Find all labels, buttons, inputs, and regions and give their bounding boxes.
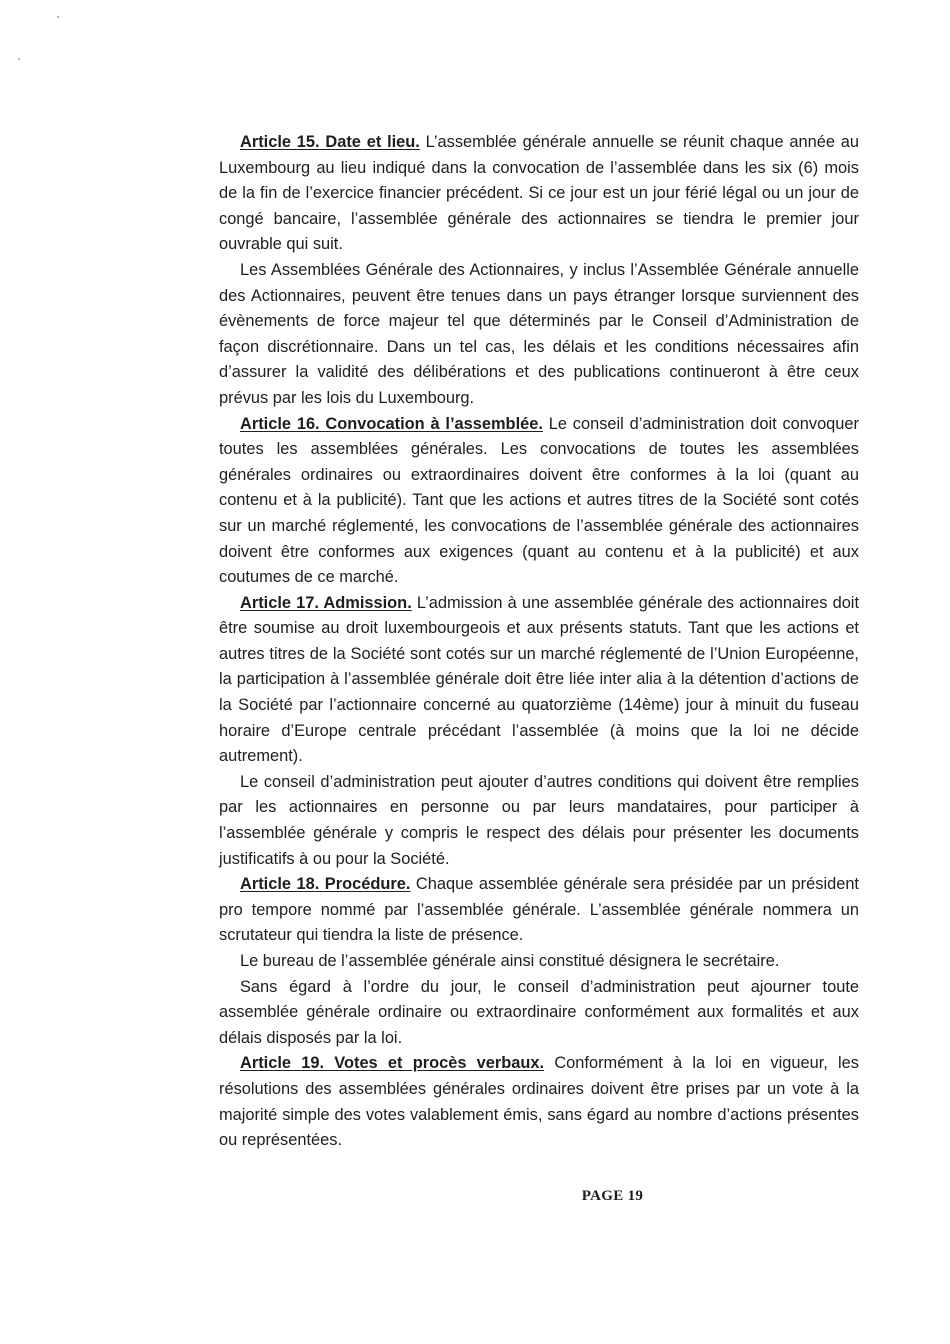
paragraph-article-17 <box>219 591 859 770</box>
paragraph-article-15 <box>219 130 859 258</box>
scan-speck <box>57 16 59 18</box>
article-15-heading: Article 15. Date et lieu. <box>240 133 420 151</box>
paragraph-article-18 <box>219 872 859 949</box>
document-body <box>219 130 859 1154</box>
paragraph-bureau <box>219 949 859 975</box>
additional-conditions-text: Le conseil d’administration peut ajouter d’autres conditions qui doivent être remplies par les actionnaires en personne ou par leurs mandataires, pour participer à l’assemblée générale y compris le respect des délais pour présenter les documents justificatifs à ou pour la Société. <box>219 772 859 868</box>
force-majeure-text: Les Assemblées Générale des Actionnaires, y inclus l’Assemblée Générale annuelle des Actionnaires, peuvent être tenues dans un pays étranger lorsque surviennent des évènements de force majeur tel que déterminés par le Conseil d’Administration de façon discrétionnaire. Dans un tel cas, les délais et les conditions nécessaires afin d’assurer la validité des délibérations et des publications continueront à être ceux prévus par les lois du Luxembourg. <box>219 260 859 407</box>
article-19-text: Conformément à la loi en vigueur, les résolutions des assemblées générales ordinaires doivent être prises par un vote à la majorité simple des votes valablement émis, sans égard au nombre d’actions présentes ou représentées. <box>219 1054 859 1150</box>
paragraph-article-16 <box>219 412 859 591</box>
adjournment-text: Sans égard à l’ordre du jour, le conseil d’administration peut ajourner toute assemblée générale ordinaire ou extraordinaire conformément aux formalités et aux délais disposés par la loi. <box>219 977 859 1047</box>
article-18-heading: Article 18. Procédure. <box>240 875 411 894</box>
bureau-text: Le bureau de l’assemblée générale ainsi constitué désignera le secrétaire. <box>240 952 780 970</box>
paragraph-adjournment <box>219 975 859 1052</box>
page-number: PAGE 19 <box>581 1188 644 1204</box>
article-16-text: Le conseil d’administration doit convoquer toutes les assemblées générales. Les convocations de toutes les assemblées générales ordinaires ou extraordinaires doivent être conformes à la loi (quant au contenu et à la publicité). Tant que les actions et autres titres de la Société sont cotés sur un marché réglementé, les convocations de l’assemblée générale des actionnaires doivent être conformes aux exigences (quant au contenu et à la publicité) et aux coutumes de ce marché. <box>219 414 859 587</box>
article-15-text: L’assemblée générale annuelle se réunit chaque année au Luxembourg au lieu indiqué dans la convocation de l’assemblée dans les six (6) mois de la fin de l’exercice financier précédent. Si ce jour est un jour férié légal ou un jour de congé bancaire, l’assemblée générale des actionnaires se tiendra le premier jour ouvrable qui suit. <box>219 133 860 254</box>
scan-speck <box>18 58 20 60</box>
paragraph-force-majeure <box>219 258 859 412</box>
article-16-heading: Article 16. Convocation à l’assemblée. <box>240 414 543 433</box>
article-18-text: Chaque assemblée générale sera présidée par un président pro tempore nommé par l’assemblée générale. L’assemblée générale nommera un scrutateur qui tiendra la liste de présence. <box>219 875 859 945</box>
article-17-text: L’admission à une assemblée générale des actionnaires doit être soumise au droit luxembourgeois et aux présents statuts. Tant que les actions et autres titres de la Société sont cotés sur un marché réglementé de l’Union Européenne, la participation à l’assemblée générale doit être liée inter alia à la détention d’actions de la Société par l’actionnaire concerné au quatorzième (14ème) jour à minuit du fuseau horaire d’Europe centrale précédant l’assemblée (à moins que la loi ne décide autrement). <box>219 593 860 766</box>
paragraph-article-19 <box>219 1051 859 1153</box>
article-19-heading: Article 19. Votes et procès verbaux. <box>240 1054 545 1073</box>
article-17-heading: Article 17. Admission. <box>240 593 412 612</box>
paragraph-additional-conditions <box>219 770 859 872</box>
